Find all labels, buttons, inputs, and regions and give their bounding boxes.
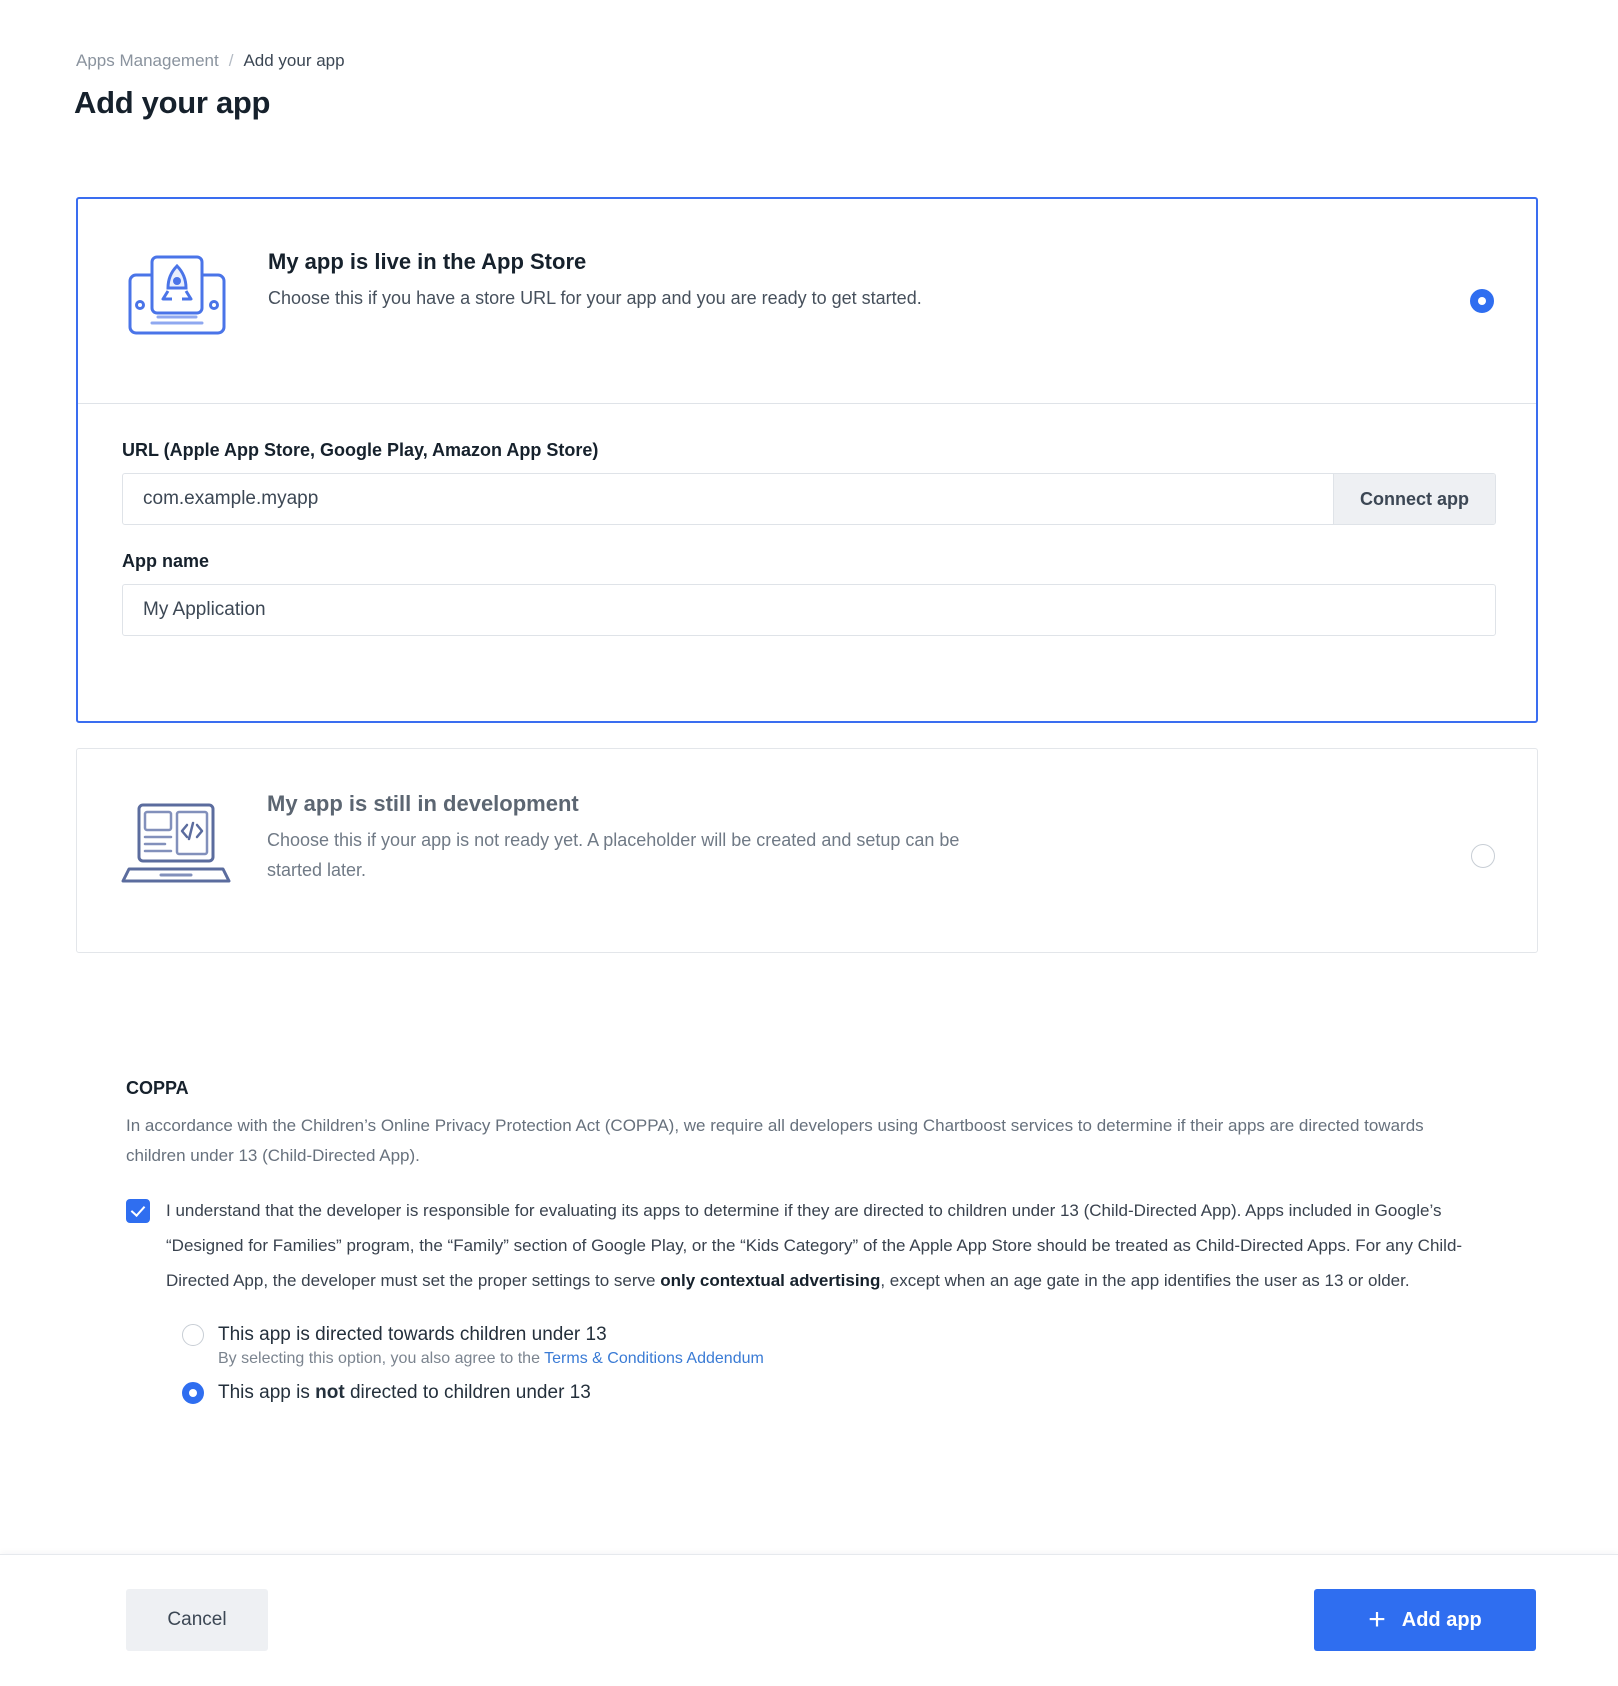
- coppa-ack-part2: , except when an age gate in the app identifies the user as 13 or older.: [880, 1271, 1410, 1290]
- cancel-button[interactable]: Cancel: [126, 1589, 268, 1651]
- coppa-option-directed[interactable]: [182, 1324, 1546, 1346]
- option-card-live-header[interactable]: [78, 199, 1536, 404]
- app-name-input[interactable]: [122, 584, 1496, 636]
- add-app-button-label: Add app: [1401, 1608, 1482, 1631]
- connect-app-button[interactable]: Connect app: [1333, 474, 1495, 524]
- terms-conditions-addendum-link[interactable]: Terms & Conditions Addendum: [544, 1350, 764, 1367]
- rocket-app-store-icon: [114, 247, 240, 345]
- page-title: Add your app: [74, 85, 271, 120]
- coppa-radio-directed[interactable]: [182, 1324, 204, 1346]
- coppa-option-directed-label: This app is directed towards children under 13: [218, 1324, 607, 1345]
- coppa-option-directed-subtext: [218, 1350, 1546, 1368]
- app-name-field-label: App name: [122, 551, 210, 571]
- coppa-intro-text: In accordance with the Children’s Online Privacy Protection Act (COPPA), we require all developers using Chartboost services to determine if their apps are directed towards children under 13 (Child-Directed App).: [126, 1116, 1424, 1165]
- coppa-not-directed-bold: not: [315, 1382, 345, 1403]
- option-title: My app is still in development: [267, 791, 579, 816]
- laptop-code-icon: [113, 789, 239, 895]
- option-radio-live-app[interactable]: [1470, 289, 1494, 313]
- option-description: Choose this if your app is not ready yet. A placeholder will be created and setup can be started later.: [267, 830, 960, 880]
- coppa-subtext-prefix: By selecting this option, you also agree to the: [218, 1350, 545, 1367]
- breadcrumb: [76, 50, 345, 72]
- url-field-label: URL (Apple App Store, Google Play, Amazon App Store): [122, 440, 599, 460]
- coppa-option-not-directed-label: [218, 1382, 591, 1404]
- option-radio-in-development[interactable]: [1471, 844, 1495, 868]
- coppa-not-directed-prefix: This app is: [218, 1382, 316, 1403]
- coppa-not-directed-suffix: directed to children under 13: [344, 1382, 591, 1403]
- coppa-acknowledgement-text: [166, 1193, 1486, 1298]
- add-app-button[interactable]: [1314, 1589, 1536, 1651]
- coppa-option-not-directed[interactable]: [182, 1382, 1546, 1404]
- breadcrumb-separator: /: [228, 51, 234, 70]
- option-card-development-header[interactable]: [77, 749, 1537, 962]
- coppa-acknowledgement-checkbox[interactable]: [126, 1199, 150, 1223]
- breadcrumb-current: Add your app: [243, 51, 345, 70]
- option-card-in-development[interactable]: [76, 748, 1538, 953]
- option-title: My app is live in the App Store: [268, 249, 587, 274]
- coppa-options-group: [126, 1324, 1546, 1404]
- coppa-ack-bold: only contextual advertising: [660, 1271, 881, 1290]
- coppa-ack-part1: I understand that the developer is responsible for evaluating its apps to determine if they are directed to children under 13 (Child-Directed App). Apps included in Google’s “Designed for Families” program, the “Family” section of Google Play, or the “Kids Category” of the Apple App Store should be treated as Child-Directed Apps. For any Child-Directed App, the developer must set the proper settings to serve: [166, 1201, 1463, 1290]
- plus-icon: +: [1368, 1603, 1386, 1636]
- coppa-title: COPPA: [126, 1078, 189, 1098]
- app-store-form: [78, 404, 1536, 666]
- option-description: Choose this if you have a store URL for your app and you are ready to get started.: [268, 288, 922, 308]
- option-card-live-app[interactable]: [76, 197, 1538, 723]
- url-input-row[interactable]: [122, 473, 1496, 525]
- coppa-section: [126, 1078, 1546, 1404]
- breadcrumb-parent-link[interactable]: Apps Management: [76, 51, 219, 70]
- url-input[interactable]: [123, 474, 1333, 524]
- coppa-radio-not-directed[interactable]: [182, 1382, 204, 1404]
- footer-bar: [0, 1554, 1618, 1686]
- coppa-acknowledgement-row[interactable]: [126, 1193, 1546, 1298]
